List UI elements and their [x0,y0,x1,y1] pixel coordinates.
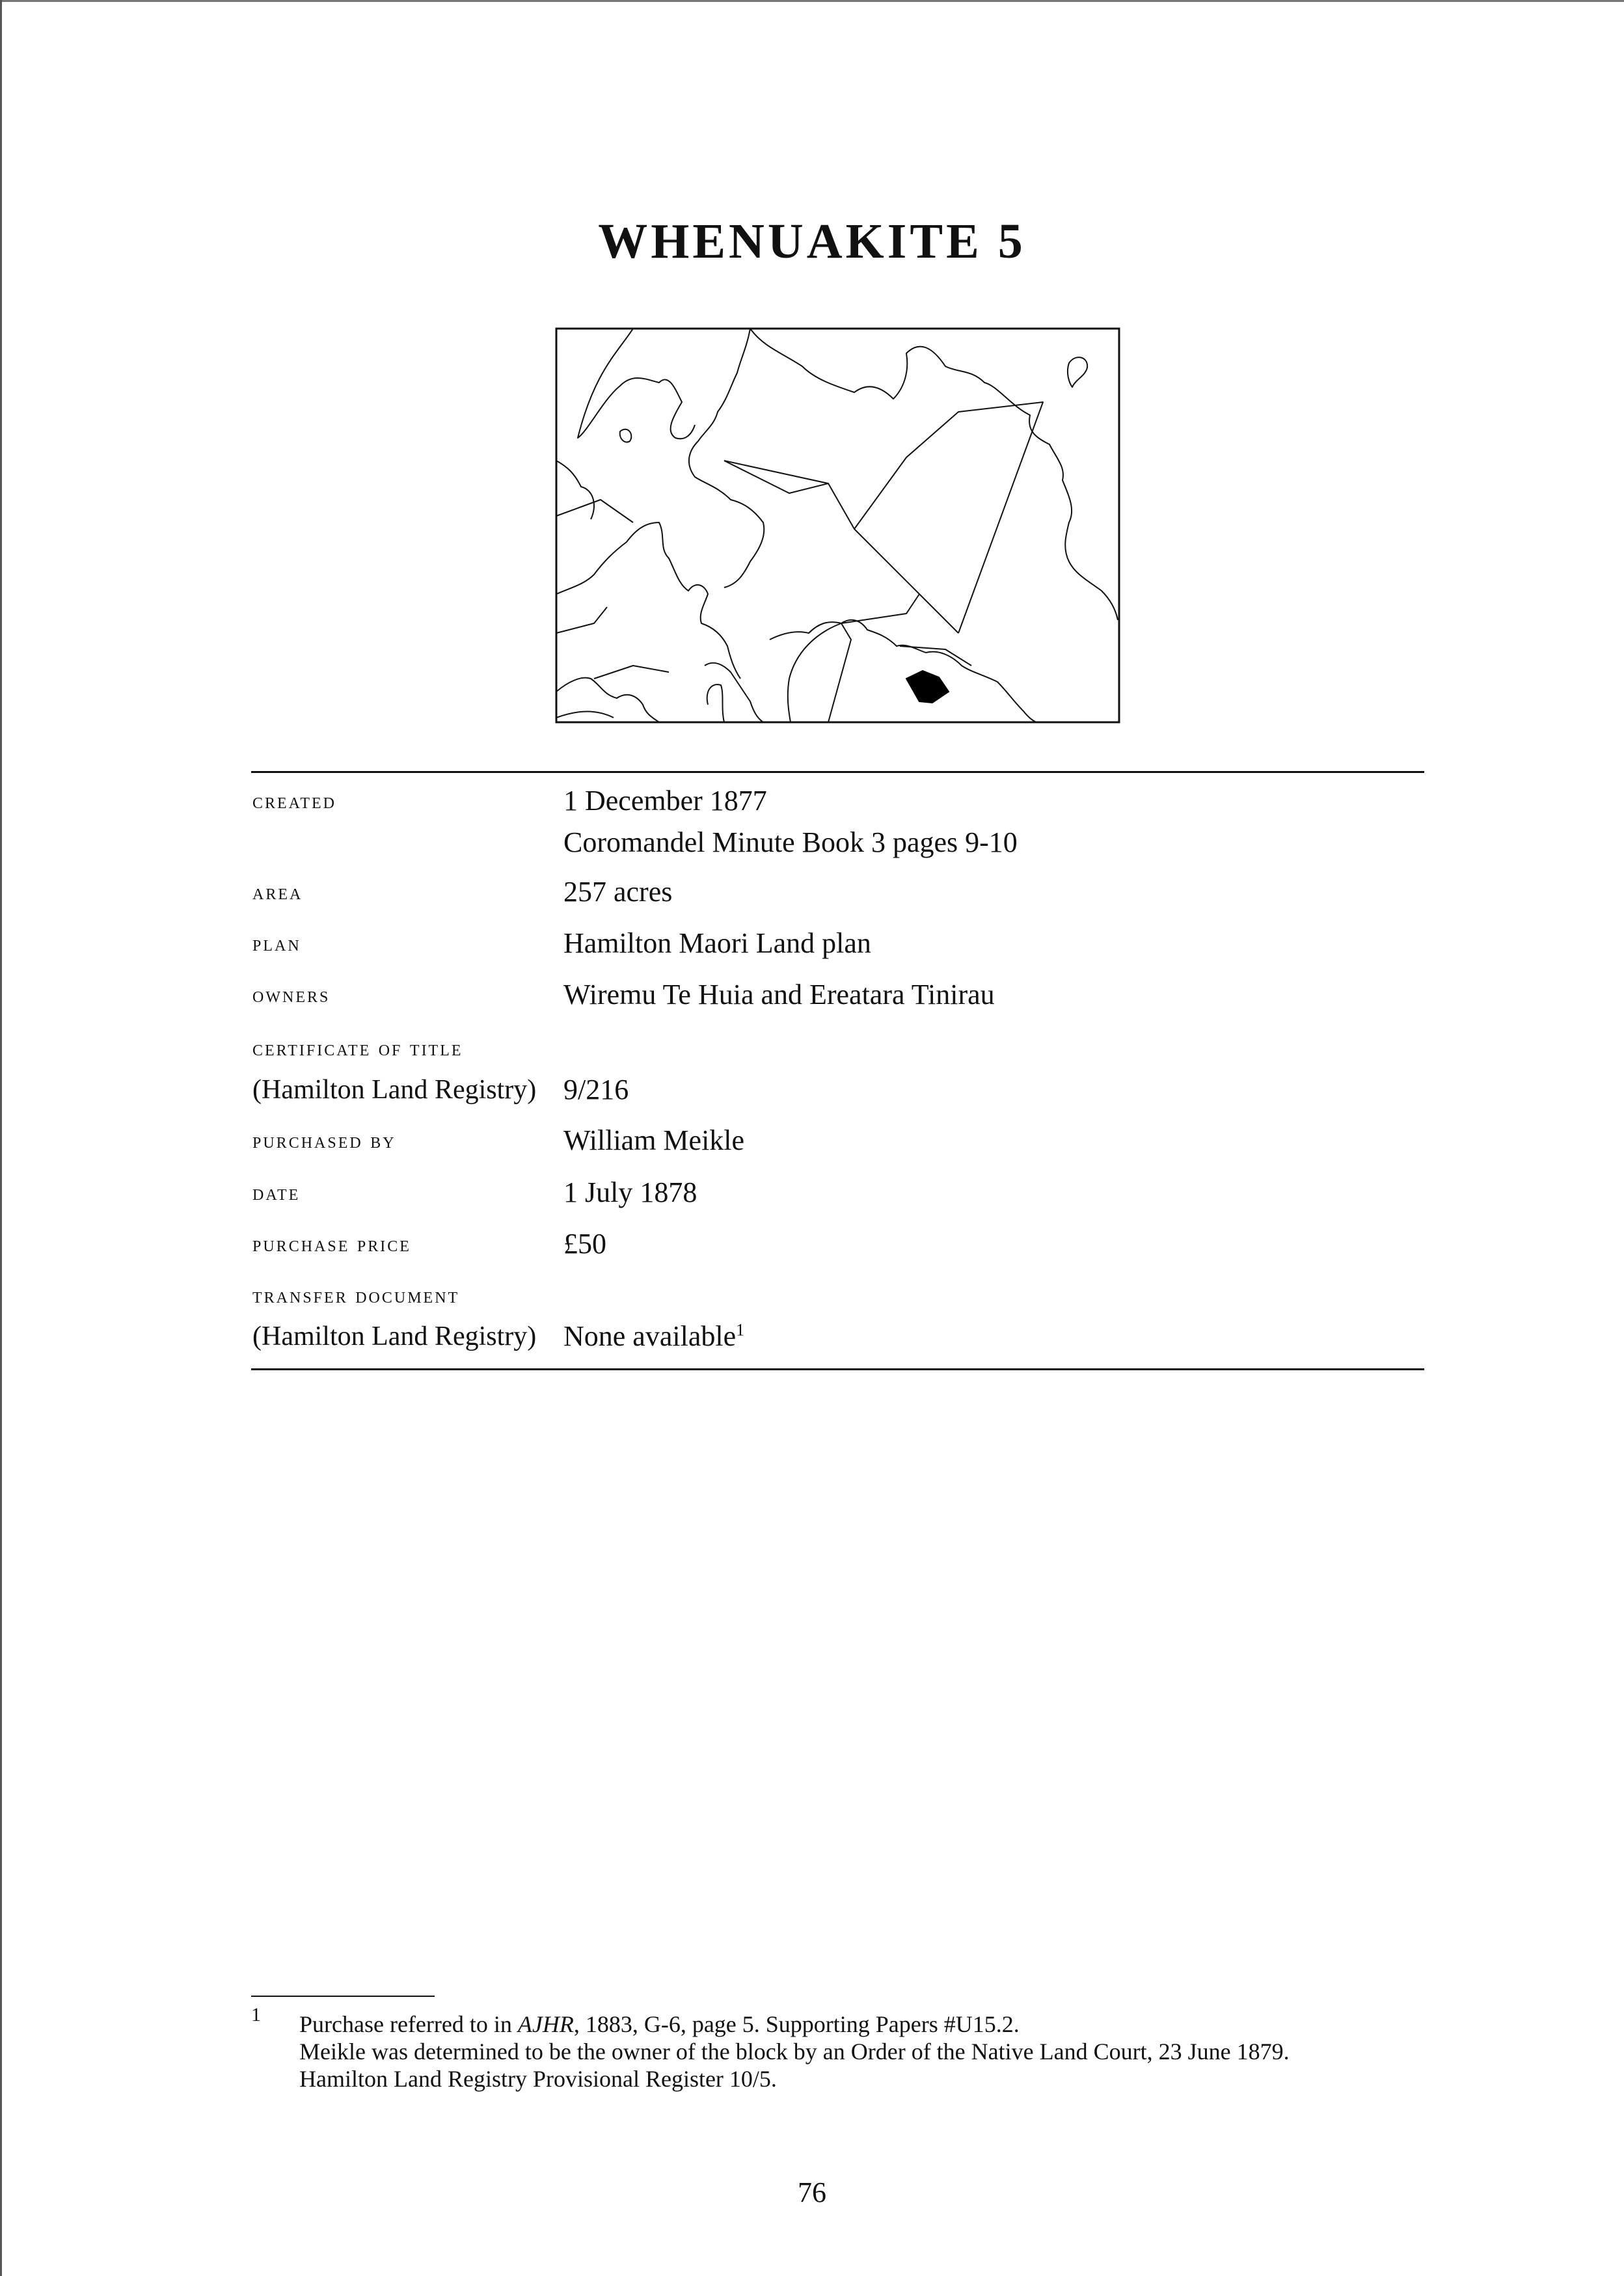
plan-value: Hamilton Maori Land plan [563,927,871,959]
transfer-value-text: None available [563,1320,737,1352]
footnote-journal: AJHR [517,2011,574,2037]
certificate-registry: (Hamilton Land Registry) [252,1075,537,1105]
transfer-label: transfer document [252,1284,460,1308]
created-label: created [252,789,336,813]
certificate-label: certificate of title [252,1036,463,1061]
location-map-icon [555,327,1120,724]
footnote-rule [251,1996,435,1997]
purchase-price-label: purchase price [252,1232,411,1256]
page-number: 76 [798,2176,826,2208]
created-date: 1 December 1877 [563,785,767,817]
plan-label: plan [252,932,301,956]
footnote-line-1: Purchase referred to in AJHR, 1883, G-6, page 5. Supporting Papers #U15.2. [299,2011,1020,2037]
owners-label: owners [252,983,331,1007]
page-title: WHENUAKITE 5 [598,214,1026,269]
purchased-by-value: William Meikle [563,1124,745,1156]
purchase-price-value: £50 [563,1228,606,1260]
map-frame [556,329,1119,722]
table-top-rule [251,771,1424,773]
page-edge-left [0,0,2,2276]
transfer-registry: (Hamilton Land Registry) [252,1321,537,1351]
area-value: 257 acres [563,876,673,908]
certificate-value: 9/216 [563,1074,629,1105]
footnote-number: 1 [251,2004,261,2025]
date-value: 1 July 1878 [563,1176,697,1208]
footnote-line-3: Hamilton Land Registry Provisional Register 10/5. [299,2066,777,2092]
footnote-line-2: Meikle was determined to be the owner of the block by an Order of the Native Land Court, 23 June 1879. [299,2039,1290,2065]
date-label: date [252,1181,301,1205]
footnote-ref[interactable]: 1 [736,1320,745,1340]
area-label: area [252,880,303,904]
table-bottom-rule [251,1368,1424,1370]
transfer-value [563,1320,744,1353]
purchased-by-label: purchased by [252,1129,396,1153]
owners-value: Wiremu Te Huia and Ereatara Tinirau [563,979,995,1010]
page-edge-top [0,0,1624,2]
created-minute-book: Coromandel Minute Book 3 pages 9-10 [563,826,1018,858]
